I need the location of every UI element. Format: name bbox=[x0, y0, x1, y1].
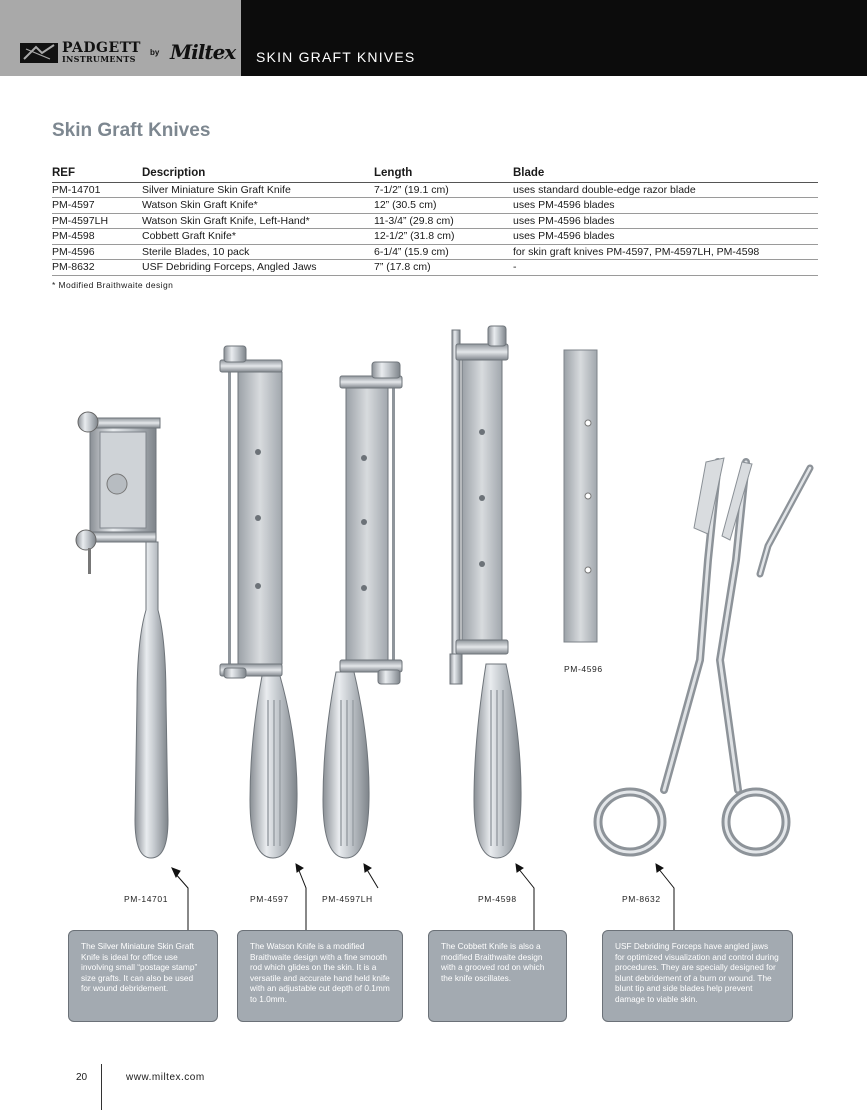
cell-description: Sterile Blades, 10 pack bbox=[142, 244, 374, 260]
page-header bbox=[0, 0, 867, 76]
cell-description: Watson Skin Graft Knife* bbox=[142, 198, 374, 214]
label-pm-4598: PM-4598 bbox=[478, 894, 517, 904]
brand-by: by bbox=[150, 48, 160, 57]
callout-cobbett-knife: The Cobbett Knife is also a modified Braithwaite design with a grooved rod on which the knife oscillates. bbox=[428, 930, 567, 1022]
watson-knife-image bbox=[220, 346, 297, 858]
label-pm-14701: PM-14701 bbox=[124, 894, 169, 904]
column-header-ref: REF bbox=[52, 166, 142, 182]
callout-watson-knife: The Watson Knife is a modified Braithwaite design with a fine smooth rod which glides on the skin. It is a versatile and accurate hand held knife with an adjustable cut depth of 0.1mm to 1.0mm. bbox=[237, 930, 403, 1022]
page-number: 20 bbox=[76, 1072, 88, 1083]
footer-url[interactable]: www.miltex.com bbox=[126, 1072, 205, 1083]
footnote: * Modified Braithwaite design bbox=[52, 280, 174, 290]
brand-name-line2: INSTRUMENTS bbox=[62, 53, 136, 64]
header-brand-panel bbox=[0, 0, 241, 76]
sterile-blade-image bbox=[564, 350, 597, 642]
cell-description: USF Debriding Forceps, Angled Jaws bbox=[142, 260, 374, 276]
cell-ref: PM-4597LH bbox=[52, 213, 142, 229]
cell-ref: PM-4596 bbox=[52, 244, 142, 260]
table-row bbox=[52, 260, 818, 276]
callout-silver-knife: The Silver Miniature Skin Graft Knife is ideal for office use involving small “postage stamp” size grafts. It can also be used for wound debridement. bbox=[68, 930, 218, 1022]
table-row bbox=[52, 213, 818, 229]
column-header-description: Description bbox=[142, 166, 374, 182]
page-title: Skin Graft Knives bbox=[52, 120, 211, 141]
table-row bbox=[52, 182, 818, 198]
cell-blade: - bbox=[513, 260, 818, 276]
cell-description: Silver Miniature Skin Graft Knife bbox=[142, 182, 374, 198]
section-title: SKIN GRAFT KNIVES bbox=[256, 49, 416, 65]
silver-miniature-knife-image bbox=[76, 412, 168, 858]
column-header-length: Length bbox=[374, 166, 513, 182]
footer-divider bbox=[101, 1064, 102, 1110]
cell-blade: uses PM-4596 blades bbox=[513, 213, 818, 229]
table-row bbox=[52, 244, 818, 260]
label-pm-4596: PM-4596 bbox=[564, 664, 603, 674]
brand-name-line1: PADGETT bbox=[62, 39, 141, 56]
callout-debriding-forceps: USF Debriding Forceps have angled jaws for optimized visualization and control during procedures. They are specially designed for blunt debridement of a burn or wound. The blunt tip and side blades help prevent damage to viable skin. bbox=[602, 930, 793, 1022]
product-table bbox=[52, 166, 818, 276]
cell-ref: PM-14701 bbox=[52, 182, 142, 198]
cell-length: 6-1/4” (15.9 cm) bbox=[374, 244, 513, 260]
padgett-logo bbox=[20, 40, 141, 66]
cell-blade: uses standard double-edge razor blade bbox=[513, 182, 818, 198]
table-header-row bbox=[52, 166, 818, 182]
table-row bbox=[52, 229, 818, 245]
label-pm-4597lh: PM-4597LH bbox=[322, 894, 373, 904]
table-row bbox=[52, 198, 818, 214]
cell-blade: for skin graft knives PM-4597, PM-4597LH, PM-4598 bbox=[513, 244, 818, 260]
cell-length: 11-3/4” (29.8 cm) bbox=[374, 213, 513, 229]
miltex-logo: Miltex bbox=[170, 40, 236, 64]
padgett-logo-icon bbox=[20, 41, 60, 65]
cobbett-knife-image bbox=[450, 326, 521, 858]
watson-left-hand-knife-image bbox=[323, 362, 402, 858]
leader-lines bbox=[172, 864, 674, 930]
cell-description: Cobbett Graft Knife* bbox=[142, 229, 374, 245]
cell-ref: PM-4597 bbox=[52, 198, 142, 214]
cell-blade: uses PM-4596 blades bbox=[513, 229, 818, 245]
cell-ref: PM-4598 bbox=[52, 229, 142, 245]
column-header-blade: Blade bbox=[513, 166, 818, 182]
cell-ref: PM-8632 bbox=[52, 260, 142, 276]
cell-length: 7-1/2” (19.1 cm) bbox=[374, 182, 513, 198]
cell-length: 12” (30.5 cm) bbox=[374, 198, 513, 214]
cell-blade: uses PM-4596 blades bbox=[513, 198, 818, 214]
cell-length: 12-1/2” (31.8 cm) bbox=[374, 229, 513, 245]
cell-length: 7” (17.8 cm) bbox=[374, 260, 513, 276]
label-pm-8632: PM-8632 bbox=[622, 894, 661, 904]
cell-description: Watson Skin Graft Knife, Left-Hand* bbox=[142, 213, 374, 229]
label-pm-4597: PM-4597 bbox=[250, 894, 289, 904]
